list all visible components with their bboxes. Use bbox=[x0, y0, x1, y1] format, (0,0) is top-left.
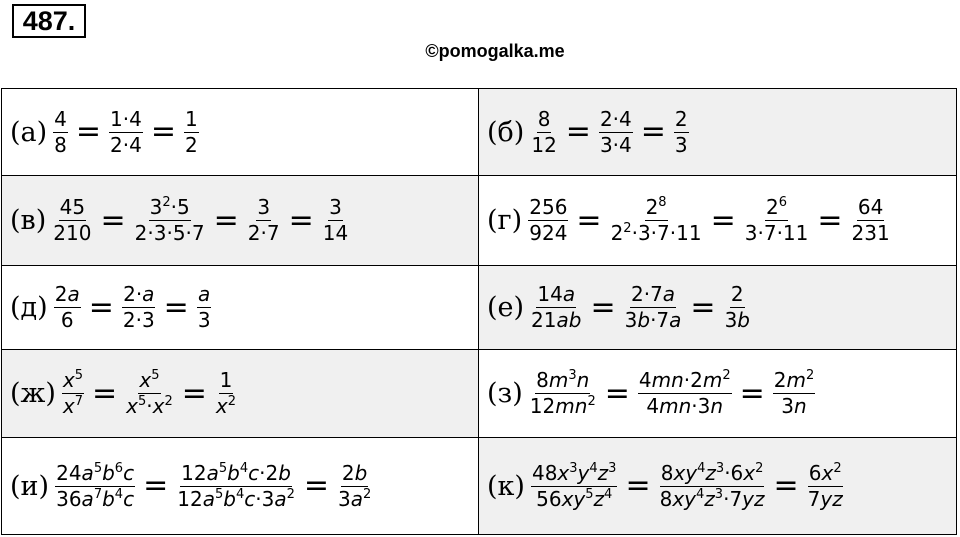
fraction-denominator: 6 bbox=[60, 308, 74, 332]
problem-number: 487. bbox=[12, 4, 86, 38]
equals-sign: = bbox=[303, 468, 329, 503]
fraction-numerator: 3 bbox=[257, 195, 271, 219]
fraction-denominator: $12a^5b^4c\cdot 3a^2$ bbox=[177, 486, 295, 511]
fraction-denominator: 4mn·3n bbox=[646, 394, 724, 418]
fraction-numerator: $8m^3n$ bbox=[536, 368, 590, 392]
equals-sign: = bbox=[92, 375, 118, 411]
solution-cell-e bbox=[479, 266, 956, 350]
fraction-numerator: 2 bbox=[730, 282, 744, 306]
fraction-denominator: 3b·7a bbox=[624, 308, 682, 332]
fraction bbox=[638, 368, 732, 419]
fraction-numerator: $24a^5b^6c$ bbox=[56, 460, 135, 485]
equation bbox=[528, 282, 753, 333]
equals-sign: = bbox=[143, 468, 169, 503]
fraction-denominator: $56xy^5z^4$ bbox=[536, 486, 613, 511]
fraction bbox=[52, 195, 92, 246]
fraction-denominator: 7yz bbox=[807, 486, 843, 511]
cell-label: (в) bbox=[10, 205, 47, 236]
solution-cell-z bbox=[479, 350, 956, 438]
fraction bbox=[125, 368, 174, 419]
fraction-denominator: 3 bbox=[674, 132, 688, 157]
cell-label: (е) bbox=[487, 292, 525, 323]
fraction-numerator: 4 bbox=[54, 106, 67, 131]
fraction-denominator: $2^2\cdot 3\cdot 7\cdot 11$ bbox=[610, 221, 702, 245]
solution-cell-d bbox=[2, 266, 479, 350]
fraction-numerator: 256 bbox=[529, 195, 568, 219]
solution-cell-i bbox=[2, 438, 479, 534]
fraction-denominator: $12mn^2$ bbox=[529, 394, 596, 418]
fraction bbox=[530, 107, 557, 158]
fraction-numerator: 64 bbox=[857, 195, 884, 219]
fraction-numerator: 1·4 bbox=[110, 106, 142, 131]
equals-sign: = bbox=[576, 202, 602, 238]
fraction bbox=[807, 461, 844, 512]
equals-sign: = bbox=[590, 289, 616, 325]
equals-sign: = bbox=[817, 202, 843, 238]
fraction-numerator: $2^6$ bbox=[766, 195, 788, 219]
fraction bbox=[62, 368, 84, 419]
cell-label: (з) bbox=[487, 378, 523, 409]
equation bbox=[527, 368, 817, 419]
cell-label: (д) bbox=[10, 292, 48, 323]
fraction bbox=[599, 107, 633, 158]
fraction-denominator: $36a^7b^4c$ bbox=[56, 486, 135, 511]
fraction-numerator: 2·7a bbox=[630, 282, 676, 306]
source-watermark: ©pomogalka.me bbox=[425, 41, 565, 61]
fraction-numerator: $48x^3y^4z^3$ bbox=[531, 460, 617, 485]
solution-cell-v bbox=[2, 176, 479, 266]
fraction-numerator: 2b bbox=[341, 460, 368, 485]
fraction-denominator: 3·7·11 bbox=[744, 221, 809, 245]
equation bbox=[52, 282, 214, 333]
fraction-denominator: $x^2$ bbox=[215, 394, 237, 418]
fraction bbox=[531, 461, 618, 512]
fraction-denominator: 2 bbox=[185, 132, 198, 157]
equals-sign: = bbox=[88, 289, 114, 325]
equation bbox=[50, 195, 351, 246]
equals-sign: = bbox=[181, 375, 207, 411]
fraction-numerator: $2m^2$ bbox=[773, 368, 815, 392]
equals-sign: = bbox=[604, 375, 630, 411]
fraction-denominator: 12 bbox=[531, 132, 557, 157]
fraction-denominator: 8 bbox=[54, 132, 67, 157]
fraction bbox=[624, 282, 683, 333]
cell-label: (и) bbox=[10, 470, 50, 502]
fraction bbox=[53, 107, 68, 158]
fraction-numerator: 2·a bbox=[123, 282, 155, 306]
fraction bbox=[674, 107, 689, 158]
equals-sign: = bbox=[288, 202, 314, 238]
fraction bbox=[197, 282, 212, 333]
fraction-denominator: 231 bbox=[851, 221, 890, 245]
fraction bbox=[184, 107, 199, 158]
fraction-denominator: 21ab bbox=[531, 308, 582, 332]
fraction bbox=[610, 195, 703, 246]
fraction bbox=[109, 107, 143, 158]
equals-sign: = bbox=[773, 468, 799, 503]
fraction bbox=[773, 368, 816, 419]
cell-label: (ж) bbox=[10, 378, 56, 409]
fraction-numerator: 1 bbox=[185, 106, 198, 131]
fraction-denominator: 210 bbox=[53, 221, 92, 245]
fraction-numerator: $8xy^4z^3\cdot 6x^2$ bbox=[660, 460, 764, 485]
equals-sign: = bbox=[640, 114, 666, 149]
equals-sign: = bbox=[75, 114, 102, 149]
equals-sign: = bbox=[150, 114, 177, 149]
fraction-denominator: 924 bbox=[529, 221, 568, 245]
solution-cell-zh bbox=[2, 350, 479, 438]
fraction-numerator: $2^8$ bbox=[645, 195, 667, 219]
fraction-denominator: 14 bbox=[322, 221, 349, 245]
fraction bbox=[744, 195, 810, 246]
equals-sign: = bbox=[739, 375, 765, 411]
equation bbox=[529, 461, 846, 512]
fraction-numerator: $4mn\cdot 2m^2$ bbox=[638, 368, 731, 392]
fraction-numerator: $x^5$ bbox=[139, 368, 160, 392]
fraction bbox=[247, 195, 281, 246]
fraction bbox=[134, 195, 206, 246]
equation bbox=[60, 368, 239, 419]
fraction bbox=[55, 461, 135, 512]
equals-sign: = bbox=[710, 202, 736, 238]
equals-sign: = bbox=[625, 468, 651, 503]
fraction-numerator: $3^2\cdot 5$ bbox=[149, 195, 190, 219]
fraction bbox=[322, 195, 349, 246]
cell-label: (к) bbox=[487, 470, 525, 502]
equals-sign: = bbox=[163, 289, 189, 325]
fraction bbox=[176, 461, 296, 512]
equals-sign: = bbox=[100, 202, 126, 238]
fraction-numerator: 2 bbox=[674, 106, 688, 131]
fraction-denominator: 2·3 bbox=[122, 308, 155, 332]
fraction bbox=[529, 368, 597, 419]
fraction-numerator: $6x^2$ bbox=[808, 460, 842, 485]
fraction-denominator: 3n bbox=[781, 394, 807, 418]
equation bbox=[53, 461, 374, 512]
equation bbox=[51, 107, 201, 158]
fraction-denominator: $3a^2$ bbox=[338, 486, 372, 511]
fraction-numerator: 8 bbox=[537, 106, 551, 131]
fraction bbox=[54, 282, 81, 333]
solution-cell-k bbox=[479, 438, 956, 534]
equation bbox=[528, 107, 690, 158]
cell-label: (а) bbox=[10, 116, 48, 148]
solution-cell-g bbox=[479, 176, 956, 266]
equation bbox=[526, 195, 893, 246]
solution-cell-b bbox=[479, 89, 956, 176]
fraction-numerator: 45 bbox=[59, 195, 86, 219]
fraction bbox=[122, 282, 156, 333]
fraction-numerator: $12a^5b^4c\cdot 2b$ bbox=[181, 460, 291, 485]
equals-sign: = bbox=[690, 289, 716, 325]
fraction-denominator: 3b bbox=[724, 308, 750, 332]
fraction-denominator: 3·4 bbox=[599, 132, 632, 157]
fraction bbox=[530, 282, 582, 333]
fraction bbox=[528, 195, 568, 246]
fraction-numerator: 3 bbox=[329, 195, 342, 219]
fraction-numerator: a bbox=[198, 282, 211, 306]
cell-label: (б) bbox=[487, 116, 525, 148]
equals-sign: = bbox=[565, 114, 591, 149]
fraction-numerator: 14a bbox=[537, 282, 576, 306]
fraction bbox=[659, 461, 766, 512]
fraction bbox=[724, 282, 751, 333]
fraction-numerator: 1 bbox=[219, 368, 233, 392]
solution-cell-a bbox=[2, 89, 479, 176]
fraction-denominator: $8xy^4z^3\cdot 7yz$ bbox=[659, 486, 765, 511]
fraction-numerator: 2a bbox=[54, 282, 80, 306]
fraction-denominator: 2·4 bbox=[110, 132, 142, 157]
fraction-numerator: $x^5$ bbox=[62, 368, 84, 392]
equals-sign: = bbox=[213, 202, 239, 238]
fraction-denominator: 3 bbox=[197, 308, 211, 332]
fraction-numerator: 2·4 bbox=[599, 106, 632, 131]
fraction bbox=[215, 368, 237, 419]
fraction-denominator: 2·7 bbox=[247, 221, 280, 245]
solution-table bbox=[1, 88, 957, 535]
fraction-denominator: $x^7$ bbox=[62, 394, 84, 418]
cell-label: (г) bbox=[487, 205, 523, 236]
fraction bbox=[337, 461, 372, 512]
fraction bbox=[851, 195, 891, 246]
fraction-denominator: 2·3·5·7 bbox=[134, 221, 205, 245]
fraction-denominator: $x^5\cdot x^2$ bbox=[126, 394, 173, 418]
